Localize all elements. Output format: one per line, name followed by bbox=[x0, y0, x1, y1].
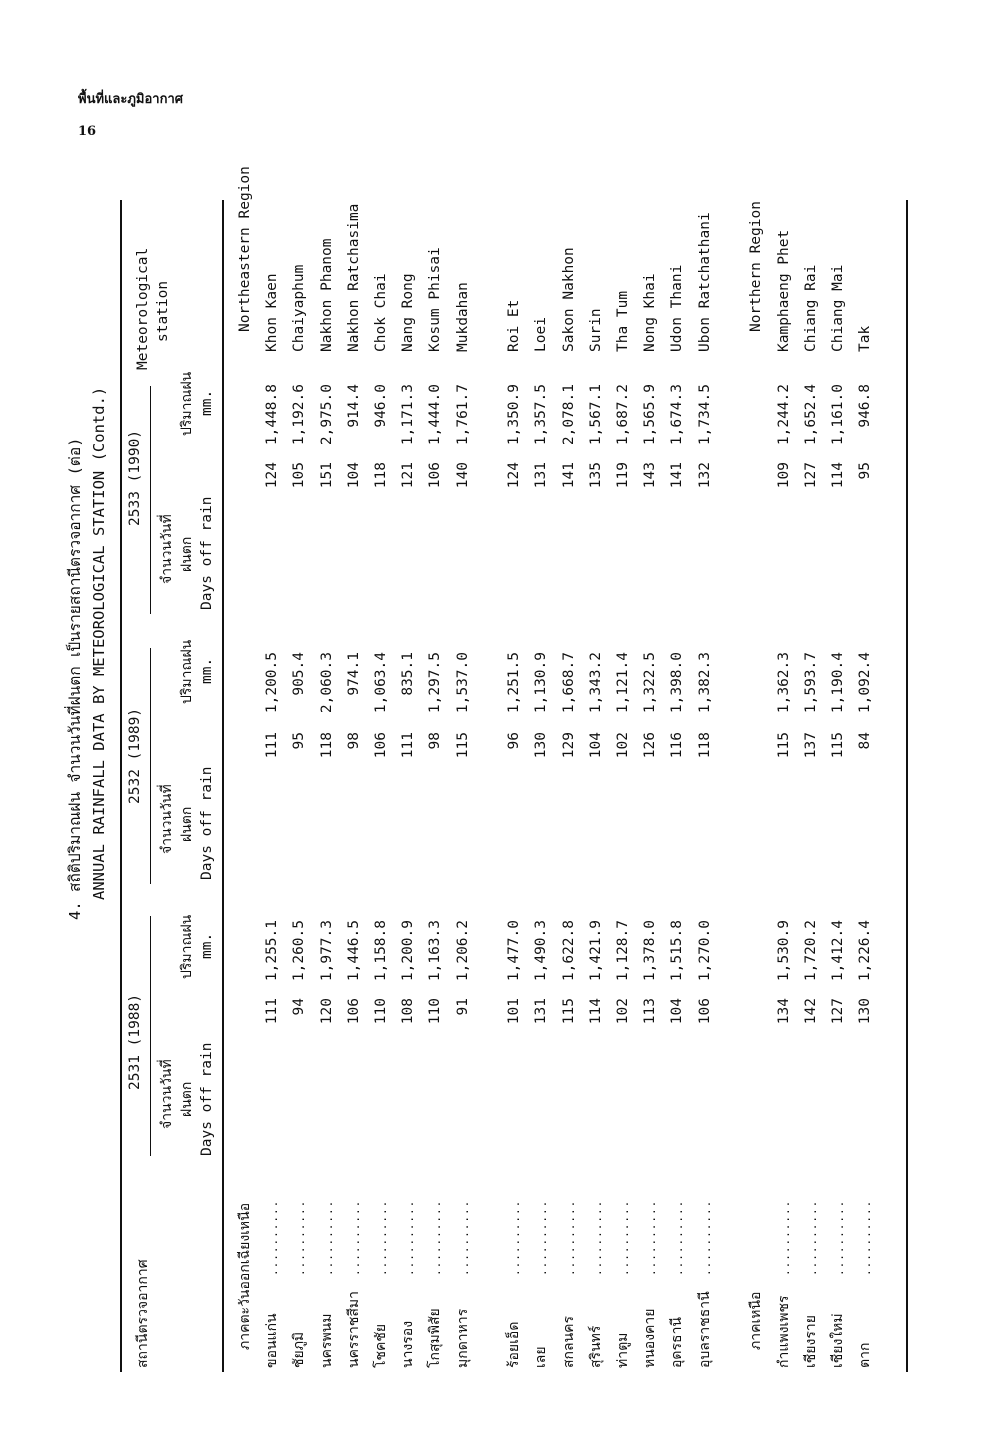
rainfall-mm-cell: 1,297.5 bbox=[427, 652, 444, 714]
rainfall-mm-cell: 1,161.0 bbox=[829, 384, 846, 446]
rainfall-mm-cell: 1,322.5 bbox=[642, 652, 659, 714]
days-of-rain-cell: 151 bbox=[318, 462, 335, 489]
days-of-rain-cell: 135 bbox=[587, 462, 604, 489]
days-of-rain-cell: 127 bbox=[802, 462, 819, 489]
hdr-mm-en: mm. bbox=[199, 932, 215, 959]
days-of-rain-cell: 102 bbox=[615, 998, 632, 1025]
leader-dots: .......... bbox=[348, 1199, 362, 1276]
rainfall-mm-cell: 1,515.8 bbox=[669, 920, 686, 982]
leader-dots: .......... bbox=[430, 1199, 444, 1276]
station-name-en: Nong Khai bbox=[642, 273, 659, 352]
rainfall-mm-cell: 1,270.0 bbox=[696, 920, 713, 982]
table-title-th: 4. สถิติปริมาณฝน จำนวนวันที่ฝนตก เป็นรายสถานีตรวจอากาศ (ต่อ) bbox=[66, 437, 84, 920]
rainfall-mm-cell: 1,092.4 bbox=[857, 652, 874, 714]
hdr-mm-th: ปริมาณฝน bbox=[179, 639, 195, 704]
rainfall-mm-cell: 1,530.9 bbox=[775, 920, 792, 982]
rainfall-mm-cell: 1,206.2 bbox=[454, 920, 471, 982]
bottom-rule bbox=[906, 200, 908, 1372]
hdr-days-th-2: ฝนตก bbox=[179, 806, 195, 842]
rainfall-mm-cell: 2,060.3 bbox=[318, 652, 335, 714]
rainfall-mm-cell: 1,192.6 bbox=[291, 384, 308, 446]
top-rule bbox=[120, 200, 122, 1372]
days-of-rain-cell: 104 bbox=[669, 998, 686, 1025]
rainfall-mm-cell: 946.8 bbox=[857, 384, 874, 428]
rainfall-mm-cell: 1,130.9 bbox=[533, 652, 550, 714]
rainfall-mm-cell: 1,537.0 bbox=[454, 652, 471, 714]
rainfall-mm-cell: 1,260.5 bbox=[291, 920, 308, 982]
days-of-rain-cell: 119 bbox=[615, 462, 632, 489]
header-rule bbox=[222, 200, 224, 1372]
station-name-th: หนองคาย bbox=[642, 1308, 659, 1368]
rainfall-mm-cell: 1,200.5 bbox=[264, 652, 281, 714]
station-name-en: Ubon Ratchathani bbox=[696, 212, 713, 352]
days-of-rain-cell: 124 bbox=[264, 462, 281, 489]
rainfall-mm-cell: 1,652.4 bbox=[802, 384, 819, 446]
rainfall-mm-cell: 1,251.5 bbox=[506, 652, 523, 714]
station-name-en: Chok Chai bbox=[373, 273, 389, 352]
days-of-rain-cell: 94 bbox=[291, 998, 308, 1016]
header-station-en-1: Meteorological bbox=[135, 247, 151, 370]
days-of-rain-cell: 104 bbox=[345, 462, 362, 489]
days-of-rain-cell: 141 bbox=[669, 462, 686, 489]
header-year-2533: 2533 (1990) bbox=[127, 429, 143, 526]
days-of-rain-cell: 104 bbox=[587, 732, 604, 759]
table-title-en: ANNUAL RAINFALL DATA BY METEOROLOGICAL STATION (Contd.) bbox=[90, 386, 108, 900]
station-name-en: Chaiyaphum bbox=[291, 264, 308, 352]
rainfall-mm-cell: 2,078.1 bbox=[560, 384, 577, 446]
days-of-rain-cell: 115 bbox=[829, 732, 846, 759]
leader-dots: .......... bbox=[778, 1199, 792, 1276]
days-of-rain-cell: 131 bbox=[533, 998, 550, 1025]
station-name-en: Khon Kaen bbox=[264, 273, 281, 352]
region-label-en: Northeastern Region bbox=[237, 166, 253, 332]
station-name-en: Nang Rong bbox=[400, 273, 417, 352]
leader-dots: .......... bbox=[536, 1199, 550, 1276]
days-of-rain-cell: 84 bbox=[857, 732, 874, 750]
days-of-rain-cell: 106 bbox=[373, 732, 389, 759]
rainfall-mm-cell: 1,226.4 bbox=[857, 920, 874, 982]
rainfall-mm-cell: 1,477.0 bbox=[506, 920, 523, 982]
rainfall-mm-cell: 1,255.1 bbox=[264, 920, 281, 982]
rainfall-mm-cell: 1,398.0 bbox=[669, 652, 686, 714]
station-name-th: นครราชสีมา bbox=[345, 1291, 362, 1368]
rainfall-mm-cell: 1,244.2 bbox=[775, 384, 792, 446]
rainfall-mm-cell: 1,128.7 bbox=[615, 920, 632, 982]
station-name-th: สกลนคร bbox=[560, 1315, 577, 1368]
rainfall-mm-cell: 1,565.9 bbox=[642, 384, 659, 446]
station-name-th: นครพนม bbox=[318, 1313, 335, 1368]
rainfall-mm-cell: 914.4 bbox=[345, 384, 362, 428]
hdr-days-th-1: จำนวนวันที่ bbox=[159, 1059, 175, 1129]
station-name-en: Tak bbox=[857, 325, 874, 352]
station-name-en: Chiang Mai bbox=[829, 264, 846, 352]
leader-dots: .......... bbox=[509, 1199, 523, 1276]
rainfall-mm-cell: 1,720.2 bbox=[802, 920, 819, 982]
station-name-th: โชคชัย bbox=[373, 1323, 389, 1368]
days-of-rain-cell: 111 bbox=[264, 998, 281, 1025]
chapter-header: พื้นที่และภูมิอากาศ bbox=[78, 92, 184, 107]
days-of-rain-cell: 131 bbox=[533, 462, 550, 489]
days-of-rain-cell: 137 bbox=[802, 732, 819, 759]
leader-dots: .......... bbox=[618, 1199, 632, 1276]
days-of-rain-cell: 111 bbox=[264, 732, 281, 759]
days-of-rain-cell: 102 bbox=[615, 732, 632, 759]
rainfall-mm-cell: 1,567.1 bbox=[587, 384, 604, 446]
hdr-mm-th: ปริมาณฝน bbox=[179, 914, 195, 979]
days-of-rain-cell: 96 bbox=[506, 732, 523, 750]
days-of-rain-cell: 115 bbox=[775, 732, 792, 759]
station-name-en: Kamphaeng Phet bbox=[775, 229, 792, 352]
rainfall-mm-cell: 1,761.7 bbox=[454, 384, 471, 446]
hdr-days-en: Days off rain bbox=[199, 766, 215, 880]
days-of-rain-cell: 115 bbox=[560, 998, 577, 1025]
rainfall-mm-cell: 1,448.8 bbox=[264, 384, 281, 446]
leader-dots: .......... bbox=[832, 1199, 846, 1276]
days-of-rain-cell: 142 bbox=[802, 998, 819, 1025]
days-of-rain-cell: 132 bbox=[696, 462, 713, 489]
days-of-rain-cell: 143 bbox=[642, 462, 659, 489]
station-name-en: Kosum Phisai bbox=[427, 247, 444, 352]
rainfall-mm-cell: 1,357.5 bbox=[533, 384, 550, 446]
header-station-th: สถานีตรวจอากาศ bbox=[135, 1259, 151, 1368]
rainfall-mm-cell: 1,977.3 bbox=[318, 920, 335, 982]
rainfall-mm-cell: 1,593.7 bbox=[802, 652, 819, 714]
days-of-rain-cell: 126 bbox=[642, 732, 659, 759]
station-name-en: Sakon Nakhon bbox=[560, 247, 577, 352]
station-name-th: เลย bbox=[533, 1346, 550, 1368]
rainfall-mm-cell: 1,382.3 bbox=[696, 652, 713, 714]
days-of-rain-cell: 106 bbox=[345, 998, 362, 1025]
days-of-rain-cell: 114 bbox=[587, 998, 604, 1025]
rainfall-mm-cell: 974.1 bbox=[345, 652, 362, 696]
days-of-rain-cell: 111 bbox=[400, 732, 417, 759]
station-name-th: สุรินทร์ bbox=[587, 1325, 604, 1368]
station-name-en: Surin bbox=[587, 308, 604, 352]
rainfall-mm-cell: 1,668.7 bbox=[560, 652, 577, 714]
leader-dots: .......... bbox=[321, 1199, 335, 1276]
rainfall-mm-cell: 1,350.9 bbox=[506, 384, 523, 446]
days-of-rain-cell: 91 bbox=[454, 998, 471, 1016]
station-name-th: ท่าตูม bbox=[615, 1332, 632, 1368]
rainfall-mm-cell: 1,622.8 bbox=[560, 920, 577, 982]
days-of-rain-cell: 110 bbox=[373, 998, 389, 1025]
days-of-rain-cell: 95 bbox=[857, 462, 874, 480]
station-name-en: Tha Tum bbox=[615, 290, 632, 352]
header-year-2532: 2532 (1989) bbox=[127, 707, 143, 804]
station-name-th: ตาก bbox=[857, 1342, 874, 1368]
station-name-en: Nakhon Phanom bbox=[318, 238, 335, 352]
rainfall-mm-cell: 1,121.4 bbox=[615, 652, 632, 714]
leader-dots: .......... bbox=[294, 1199, 308, 1276]
region-label-th: ภาคเหนือ bbox=[748, 1291, 765, 1350]
rainfall-table bbox=[60, 166, 930, 1372]
days-of-rain-cell: 110 bbox=[427, 998, 444, 1025]
days-of-rain-cell: 141 bbox=[560, 462, 577, 489]
days-of-rain-cell: 95 bbox=[291, 732, 308, 750]
station-name-th: มุกดาหาร bbox=[454, 1308, 471, 1368]
leader-dots: .......... bbox=[376, 1199, 389, 1276]
year-rule-2531 bbox=[150, 916, 151, 1156]
rainfall-mm-cell: 1,158.8 bbox=[373, 920, 389, 982]
days-of-rain-cell: 106 bbox=[696, 998, 713, 1025]
station-name-th: ชัยภูมิ bbox=[291, 1331, 308, 1368]
year-rule-2532 bbox=[150, 648, 151, 884]
days-of-rain-cell: 113 bbox=[642, 998, 659, 1025]
rainfall-mm-cell: 1,490.3 bbox=[533, 920, 550, 982]
rainfall-mm-cell: 946.0 bbox=[373, 384, 389, 428]
station-name-en: Udon Thani bbox=[669, 264, 686, 352]
days-of-rain-cell: 118 bbox=[696, 732, 713, 759]
hdr-days-th-2: ฝนตก bbox=[179, 1081, 195, 1117]
rainfall-mm-cell: 1,412.4 bbox=[829, 920, 846, 982]
days-of-rain-cell: 127 bbox=[829, 998, 846, 1025]
days-of-rain-cell: 115 bbox=[454, 732, 471, 759]
days-of-rain-cell: 118 bbox=[373, 462, 389, 489]
days-of-rain-cell: 129 bbox=[560, 732, 577, 759]
days-of-rain-cell: 130 bbox=[857, 998, 874, 1025]
rainfall-mm-cell: 1,171.3 bbox=[400, 384, 417, 446]
station-name-en: Mukdahan bbox=[454, 282, 471, 352]
rainfall-mm-cell: 835.1 bbox=[400, 652, 417, 696]
station-name-th: ขอนแก่น bbox=[264, 1313, 281, 1368]
days-of-rain-cell: 118 bbox=[318, 732, 335, 759]
days-of-rain-cell: 114 bbox=[829, 462, 846, 489]
days-of-rain-cell: 98 bbox=[345, 732, 362, 750]
days-of-rain-cell: 109 bbox=[775, 462, 792, 489]
station-name-en: Loei bbox=[533, 317, 550, 352]
page-number: 16 bbox=[78, 124, 97, 139]
station-name-en: Nakhon Ratchasima bbox=[345, 203, 362, 352]
hdr-mm-en: mm. bbox=[199, 657, 215, 684]
leader-dots: .......... bbox=[805, 1199, 819, 1276]
leader-dots: .......... bbox=[563, 1199, 577, 1276]
year-rule-2533 bbox=[150, 386, 151, 614]
hdr-days-th-1: จำนวนวันที่ bbox=[159, 514, 175, 584]
days-of-rain-cell: 105 bbox=[291, 462, 308, 489]
days-of-rain-cell: 106 bbox=[427, 462, 444, 489]
hdr-mm-en: mm. bbox=[199, 389, 215, 416]
rainfall-mm-cell: 1,674.3 bbox=[669, 384, 686, 446]
leader-dots: .......... bbox=[590, 1199, 604, 1276]
hdr-days-th-1: จำนวนวันที่ bbox=[159, 784, 175, 854]
station-name-th: อุดรธานี bbox=[669, 1317, 686, 1368]
rainfall-mm-cell: 1,190.4 bbox=[829, 652, 846, 714]
rainfall-mm-cell: 1,446.5 bbox=[345, 920, 362, 982]
hdr-days-th-2: ฝนตก bbox=[179, 536, 195, 572]
station-name-th: โกสุมพิสัย bbox=[427, 1308, 444, 1368]
rainfall-mm-cell: 1,362.3 bbox=[775, 652, 792, 714]
rainfall-mm-cell: 1,343.2 bbox=[587, 652, 604, 714]
rainfall-mm-cell: 1,378.0 bbox=[642, 920, 659, 982]
leader-dots: .......... bbox=[860, 1199, 874, 1276]
rainfall-mm-cell: 905.4 bbox=[291, 652, 308, 696]
rainfall-mm-cell: 2,975.0 bbox=[318, 384, 335, 446]
days-of-rain-cell: 98 bbox=[427, 732, 444, 750]
leader-dots: .......... bbox=[457, 1199, 471, 1276]
days-of-rain-cell: 120 bbox=[318, 998, 335, 1025]
station-name-en: Chiang Rai bbox=[802, 264, 819, 352]
region-label-en: Northern Region bbox=[748, 201, 765, 332]
station-name-th: ร้อยเอ็ด bbox=[506, 1321, 523, 1368]
hdr-days-en: Days off rain bbox=[199, 1042, 215, 1156]
leader-dots: .......... bbox=[267, 1199, 281, 1276]
rainfall-mm-cell: 1,421.9 bbox=[587, 920, 604, 982]
days-of-rain-cell: 130 bbox=[533, 732, 550, 759]
rainfall-mm-cell: 1,444.0 bbox=[427, 384, 444, 446]
days-of-rain-cell: 108 bbox=[400, 998, 417, 1025]
days-of-rain-cell: 101 bbox=[506, 998, 523, 1025]
days-of-rain-cell: 140 bbox=[454, 462, 471, 489]
station-name-th: กำแพงเพชร bbox=[775, 1295, 792, 1368]
days-of-rain-cell: 121 bbox=[400, 462, 417, 489]
station-name-th: นางรอง bbox=[400, 1320, 417, 1368]
rainfall-mm-cell: 1,200.9 bbox=[400, 920, 417, 982]
header-station-en-2: station bbox=[155, 280, 171, 342]
leader-dots: .......... bbox=[699, 1199, 713, 1276]
leader-dots: .......... bbox=[403, 1199, 417, 1276]
header-year-2531: 2531 (1988) bbox=[127, 993, 143, 1090]
leader-dots: .......... bbox=[672, 1199, 686, 1276]
region-label-th: ภาคตะวันออกเฉียงเหนือ bbox=[237, 1202, 253, 1350]
station-name-th: เชียงราย bbox=[802, 1315, 819, 1368]
days-of-rain-cell: 116 bbox=[669, 732, 686, 759]
rainfall-mm-cell: 1,687.2 bbox=[615, 384, 632, 446]
hdr-mm-th: ปริมาณฝน bbox=[179, 371, 195, 436]
station-name-th: อุบลราชธานี bbox=[696, 1291, 713, 1368]
hdr-days-en: Days off rain bbox=[199, 496, 215, 610]
rainfall-mm-cell: 1,163.3 bbox=[427, 920, 444, 982]
days-of-rain-cell: 124 bbox=[506, 462, 523, 489]
rainfall-mm-cell: 1,063.4 bbox=[373, 652, 389, 714]
rainfall-mm-cell: 1,734.5 bbox=[696, 384, 713, 446]
station-name-th: เชียงใหม่ bbox=[829, 1313, 846, 1368]
station-name-en: Roi Et bbox=[506, 299, 523, 352]
leader-dots: .......... bbox=[645, 1199, 659, 1276]
days-of-rain-cell: 134 bbox=[775, 998, 792, 1025]
